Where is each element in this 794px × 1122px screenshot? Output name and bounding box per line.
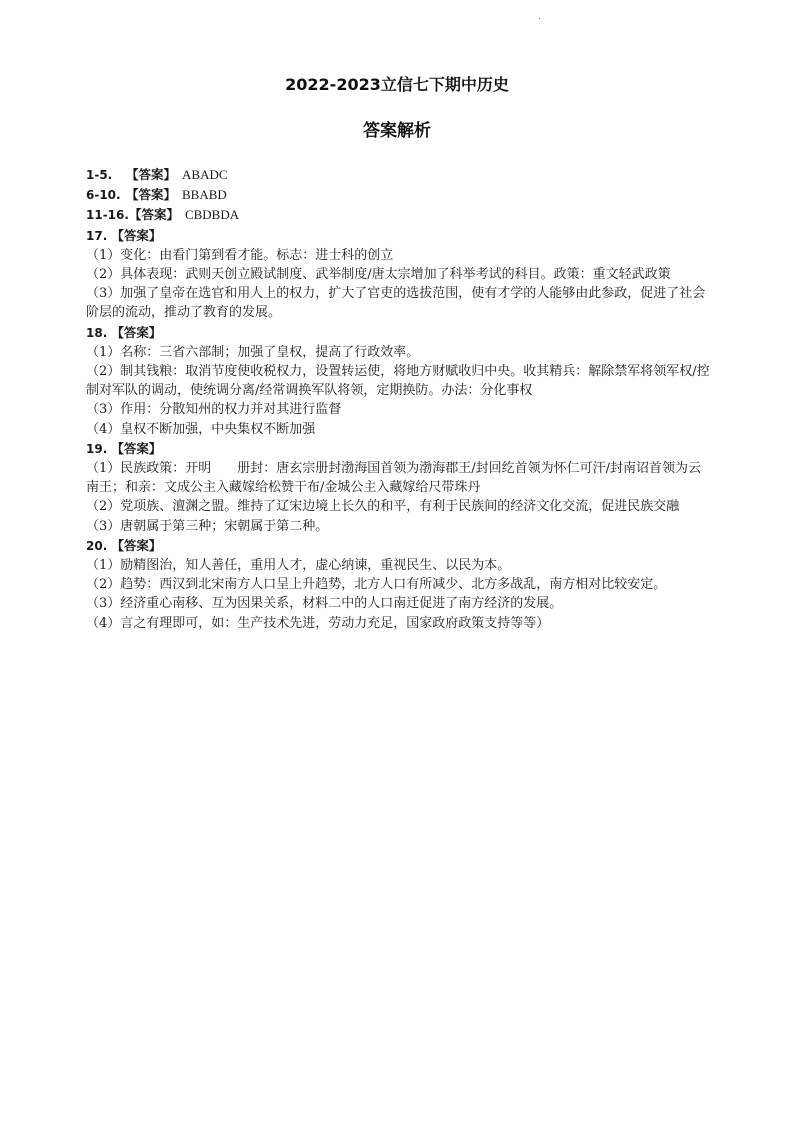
answer-tag: 【答案】 <box>111 324 162 340</box>
answer-paragraph: （2）趋势：西汉到北宋南方人口呈上升趋势，北方人口有所减少、北方多战乱，南方相对比较安定。 <box>86 577 667 593</box>
page-title: 2022-2023立信七下期中历史 <box>285 75 509 94</box>
question-heading <box>86 439 714 459</box>
mc-answer-row <box>86 165 714 185</box>
mc-range: 1-5. <box>86 168 113 182</box>
mc-answer-row <box>86 205 714 225</box>
mc-answer: ABADC <box>182 167 228 182</box>
answer-paragraph: （1）变化：由看门第到看才能。标志：进士科的创立 <box>86 247 394 263</box>
answer-tag: 【答案】 <box>126 187 177 203</box>
answer-paragraph: （3）作用：分散知州的权力并对其进行监督 <box>86 402 342 418</box>
answer-paragraph: （1）民族政策：开明 册封：唐玄宗册封渤海国首领为渤海郡王/封回纥首领为怀仁可汗/封南诏首领为云南王；和亲：文成公主入藏嫁给松赞干布/金城公主入藏嫁给尺带珠丹 <box>86 461 702 496</box>
corner-mark: . <box>538 12 541 22</box>
mc-range: 6-10. <box>86 188 121 203</box>
mc-answer-row <box>86 185 714 205</box>
mc-range: 11-16. <box>86 208 129 223</box>
answer-paragraph: （2）具体表现：武则天创立殿试制度、武举制度/唐太宗增加了科举考试的科目。政策：重文轻武政策 <box>86 267 671 283</box>
answer-tag: 【答案】 <box>111 227 162 243</box>
answer-tag: 【答案】 <box>126 167 177 182</box>
question-number: 20. <box>86 538 108 553</box>
answer-content <box>86 165 714 633</box>
mc-answer: BBABD <box>182 187 227 203</box>
page-subtitle: 答案解析 <box>363 121 431 141</box>
question-number: 19. <box>86 441 108 456</box>
answer-paragraph: （3）经济重心南移、互为因果关系，材料二中的人口南迁促进了南方经济的发展。 <box>86 596 563 612</box>
mc-answer: CBDBDA <box>184 207 240 223</box>
question-heading <box>86 226 714 246</box>
answer-tag: 【答案】 <box>111 440 162 456</box>
question-heading <box>86 536 714 556</box>
answer-tag: 【答案】 <box>111 537 162 553</box>
question-number: 18. <box>86 325 108 340</box>
answer-paragraph: （4）皇权不断加强，中央集权不断加强 <box>86 421 316 437</box>
answer-paragraph: （1）名称：三省六部制；加强了皇权，提高了行政效率。 <box>86 344 420 360</box>
answer-paragraph: （1）励精图治，知人善任，重用人才，虚心纳谏，重视民生、以民为本。 <box>86 558 511 574</box>
answer-paragraph: （3）加强了皇帝在选官和用人上的权力，扩大了官吏的选拔范围，使有才学的人能够由此参政，促进了社会阶层的流动，推动了教育的发展。 <box>86 286 706 321</box>
question-heading <box>86 323 714 343</box>
answer-tag: 【答案】 <box>128 207 179 223</box>
answer-paragraph: （4）言之有理即可，如：生产技术先进，劳动力充足，国家政府政策支持等等） <box>86 615 550 631</box>
answer-paragraph: （2）制其钱粮：取消节度使收税权力，设置转运使，将地方财赋收归中央。收其精兵：解除禁军将领军权/控制对军队的调动，使统调分离/经常调换军队将领，定期换防。办法：分化事权 <box>86 364 710 399</box>
answer-paragraph: （2）党项族、澶渊之盟。维持了辽宋边境上长久的和平，有利于民族间的经济文化交流，促进民族交融 <box>86 499 680 515</box>
answer-paragraph: （3）唐朝属于第三种；宋朝属于第二种。 <box>86 518 329 534</box>
question-number: 17. <box>86 228 108 243</box>
